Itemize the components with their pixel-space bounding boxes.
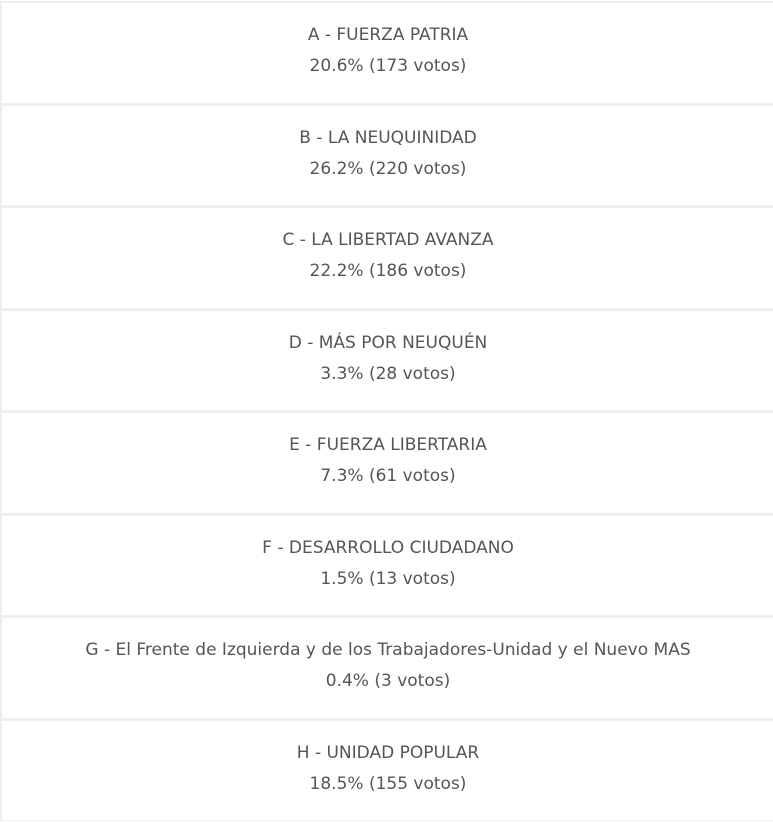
result-row-h (0, 719, 773, 822)
option-stat: 22.2% (186 votos) (309, 261, 467, 282)
option-name: E - FUERZA LIBERTARIA (289, 435, 487, 456)
result-row-b (0, 104, 773, 207)
option-name: D - MÁS POR NEUQUÉN (288, 332, 488, 353)
option-name: G - El Frente de Izquierda y de los Trabajadores-Unidad y el Nuevo MAS (85, 640, 691, 661)
option-stat: 26.2% (220 votos) (309, 158, 467, 179)
option-stat: 3.3% (28 votos) (320, 363, 456, 384)
result-row-a (0, 1, 773, 104)
result-row-g (0, 616, 773, 719)
option-stat: 18.5% (155 votos) (309, 773, 467, 794)
result-row-e (0, 411, 773, 514)
option-stat: 0.4% (3 votos) (325, 671, 451, 692)
option-name: H - UNIDAD POPULAR (296, 742, 480, 763)
option-name: B - LA NEUQUINIDAD (299, 127, 477, 148)
result-row-d (0, 309, 773, 412)
option-name: F - DESARROLLO CIUDADANO (262, 537, 514, 558)
option-stat: 7.3% (61 votos) (320, 466, 456, 487)
result-row-f (0, 514, 773, 617)
poll-results-list (0, 1, 773, 821)
option-stat: 20.6% (173 votos) (309, 56, 467, 77)
result-row-c (0, 206, 773, 309)
option-stat: 1.5% (13 votos) (320, 568, 456, 589)
option-name: C - LA LIBERTAD AVANZA (282, 230, 494, 251)
option-name: A - FUERZA PATRIA (307, 25, 469, 46)
